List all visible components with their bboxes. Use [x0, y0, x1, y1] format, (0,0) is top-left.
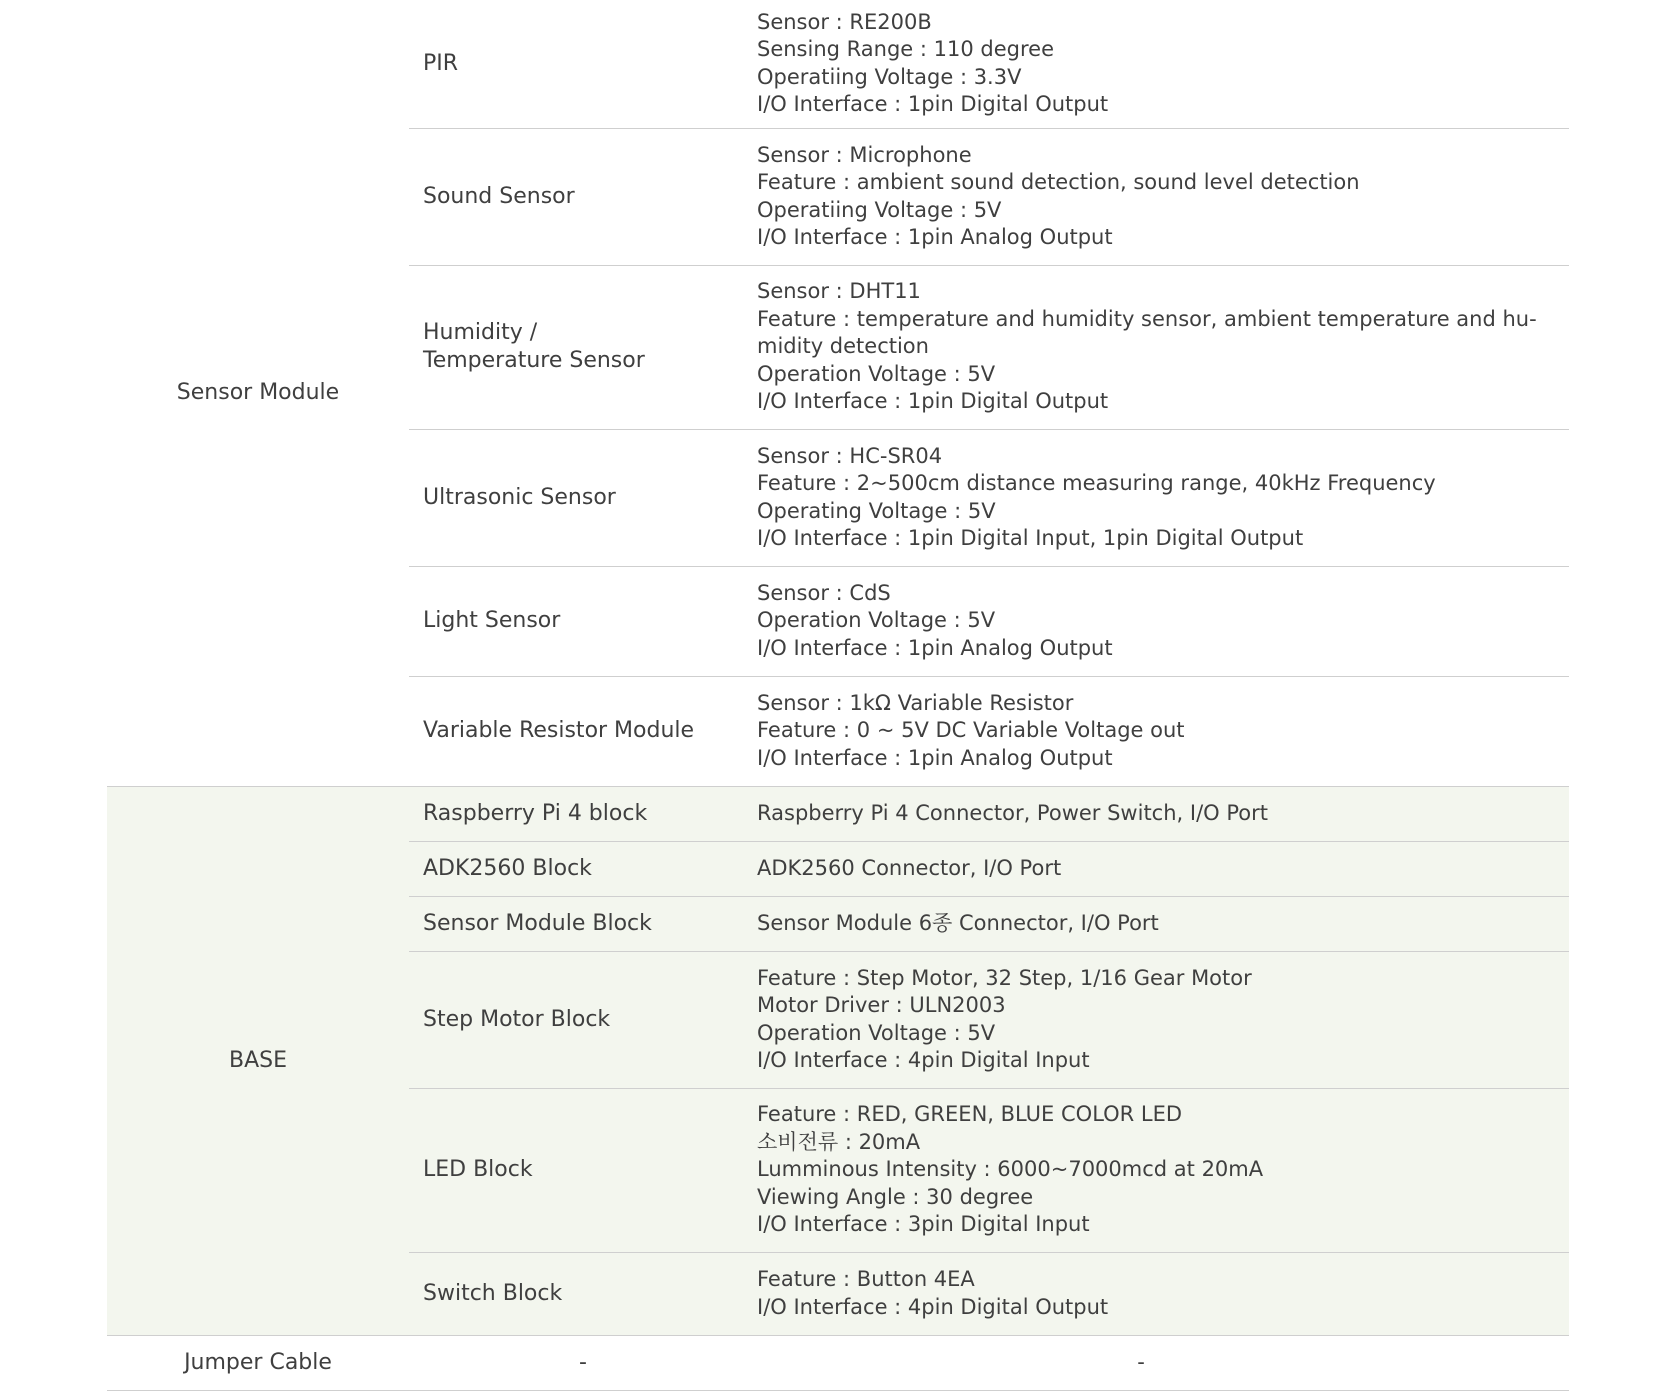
spec-cell: -: [757, 1335, 1569, 1390]
item-name-text: Light Sensor: [423, 608, 561, 633]
item-name-cell: [409, 896, 757, 951]
spec-line: Feature : RED, GREEN, BLUE COLOR LED: [757, 1102, 1183, 1127]
spec-line: Feature : 0 ~ 5V DC Variable Voltage out: [757, 718, 1185, 743]
spec-cell: [757, 786, 1569, 841]
category-cell: Sensor Module: [107, 0, 409, 786]
spec-line: Sensor : DHT11: [757, 279, 921, 304]
item-name-cell: [409, 0, 757, 128]
item-name-text: ADK2560 Block: [423, 855, 592, 881]
spec-line: I/O Interface : 1pin Digital Output: [757, 389, 1109, 414]
spec-table-body: [107, 0, 1569, 1390]
spec-line: Operating Voltage : 5V: [757, 498, 996, 523]
item-name-text: Raspberry Pi 4 block: [423, 800, 648, 826]
spec-line: Lumminous Intensity : 6000~7000mcd at 20mA: [757, 1157, 1264, 1182]
spec-line: Operation Voltage : 5V: [757, 1020, 996, 1045]
spec-line: I/O Interface : 1pin Analog Output: [757, 225, 1113, 249]
item-name-text: Ultrasonic Sensor: [423, 484, 616, 510]
spec-cell: [757, 265, 1569, 429]
table-row-jumper-cable: [107, 1335, 1569, 1390]
spec-line: Raspberry Pi 4 Connector, Power Switch, I/O Port: [757, 800, 1268, 825]
spec-line: Sensor : Microphone: [757, 142, 972, 167]
spec-line: Feature : ambient sound detection, sound level detection: [757, 170, 1360, 194]
item-name-cell: [409, 1252, 757, 1335]
item-name-cell: [409, 265, 757, 429]
item-name-text: Temperature Sensor: [423, 348, 645, 373]
item-name-text: Variable Resistor Module: [423, 718, 695, 743]
spec-line: Operatiing Voltage : 5V: [757, 197, 1002, 222]
item-name-cell: [409, 566, 757, 676]
spec-line: 소비전류 : 20mA: [757, 1129, 921, 1154]
item-name-cell: [409, 951, 757, 1088]
category-cell: BASE: [107, 786, 409, 1335]
spec-line: Operatiing Voltage : 3.3V: [757, 64, 1022, 89]
item-name-cell: -: [409, 1335, 757, 1390]
spec-line: Operation Voltage : 5V: [757, 361, 996, 386]
item-name-cell: [409, 1088, 757, 1252]
table-row: [107, 786, 1569, 841]
item-name-text: Switch Block: [423, 1280, 563, 1306]
category-cell: Jumper Cable: [107, 1335, 409, 1390]
item-name-text: PIR: [423, 50, 459, 76]
spec-line: I/O Interface : 4pin Digital Output: [757, 1294, 1109, 1319]
spec-line: Sensing Range : 110 degree: [757, 37, 1054, 62]
spec-line: ADK2560 Connector, I/O Port: [757, 855, 1062, 880]
spec-line: Feature : 2~500cm distance measuring range, 40kHz Frequency: [757, 471, 1436, 495]
spec-line: I/O Interface : 1pin Digital Input, 1pin Digital Output: [757, 526, 1304, 550]
spec-line: I/O Interface : 1pin Digital Output: [757, 92, 1109, 117]
item-name-cell: [409, 786, 757, 841]
item-name-cell: [409, 429, 757, 566]
spec-line: I/O Interface : 4pin Digital Input: [757, 1048, 1090, 1072]
spec-cell: [757, 676, 1569, 786]
spec-cell: [757, 0, 1569, 128]
item-name-text: Sound Sensor: [423, 183, 575, 209]
spec-cell: [757, 896, 1569, 951]
item-name-cell: [409, 128, 757, 265]
spec-line: Sensor : 1kΩ Variable Resistor: [757, 690, 1074, 715]
spec-cell: [757, 566, 1569, 676]
spec-line: Viewing Angle : 30 degree: [757, 1184, 1034, 1209]
spec-line: Sensor : HC-SR04: [757, 443, 943, 468]
spec-line: midity detection: [757, 334, 929, 359]
spec-line: Operation Voltage : 5V: [757, 608, 996, 633]
spec-cell: [757, 1252, 1569, 1335]
spec-line: I/O Interface : 3pin Digital Input: [757, 1212, 1090, 1237]
item-name-text: Humidity /: [423, 320, 538, 345]
spec-line: Sensor : RE200B: [757, 9, 932, 34]
item-name-text: Step Motor Block: [423, 1006, 611, 1032]
item-name-text: Sensor Module Block: [423, 910, 652, 936]
item-name-text: LED Block: [423, 1157, 533, 1182]
spec-cell: [757, 128, 1569, 265]
item-name-cell: [409, 841, 757, 896]
spec-line: Motor Driver : ULN2003: [757, 993, 1006, 1017]
table-row: [107, 0, 1569, 128]
spec-line: Sensor Module 6종 Connector, I/O Port: [757, 910, 1159, 935]
spec-line: I/O Interface : 1pin Analog Output: [757, 635, 1113, 660]
spec-table: [107, 0, 1569, 1391]
spec-cell: [757, 841, 1569, 896]
spec-line: Feature : Button 4EA: [757, 1267, 975, 1291]
item-name-cell: [409, 676, 757, 786]
spec-line: Feature : temperature and humidity sensor, ambient temperature and hu-: [757, 306, 1537, 331]
spec-cell: [757, 951, 1569, 1088]
spec-cell: [757, 429, 1569, 566]
spec-line: I/O Interface : 1pin Analog Output: [757, 745, 1113, 770]
spec-cell: [757, 1088, 1569, 1252]
spec-line: Feature : Step Motor, 32 Step, 1/16 Gear Motor: [757, 965, 1252, 990]
spec-line: Sensor : CdS: [757, 580, 891, 605]
